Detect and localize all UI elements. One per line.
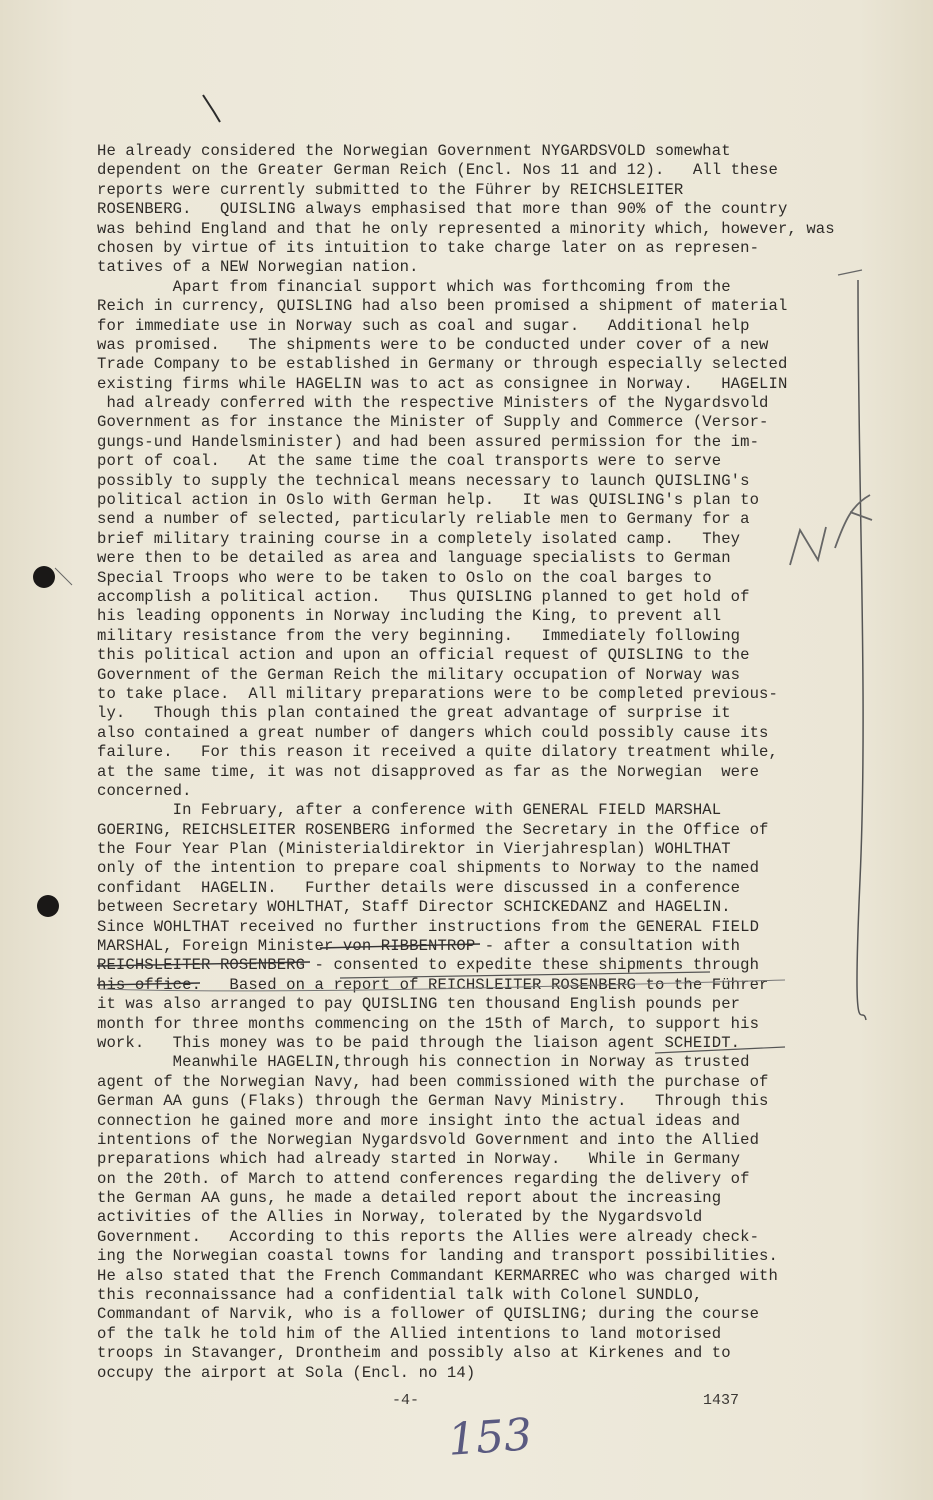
text-line: accomplish a political action. Thus QUISLING planned to get hold of bbox=[97, 587, 750, 606]
text-line: chosen by virtue of its intuition to take charge later on as represen- bbox=[97, 238, 760, 257]
text-line: was promised. The shipments were to be conducted under cover of a new bbox=[97, 335, 769, 354]
text-line: tatives of a NEW Norwegian nation. bbox=[97, 258, 419, 277]
text-line: existing firms while HAGELIN was to act as consignee in Norway. HAGELIN bbox=[97, 374, 788, 393]
hole-smudge bbox=[55, 568, 72, 585]
text-line: Government of the German Reich the military occupation of Norway was bbox=[97, 665, 741, 684]
page-number: -4- bbox=[392, 1392, 420, 1409]
text-line: political action in Oslo with German help. It was QUISLING's plan to bbox=[97, 491, 760, 510]
text-line: He already considered the Norwegian Government NYGARDSVOLD somewhat bbox=[97, 142, 731, 160]
text-line: GOERING, REICHSLEITER ROSENBERG informed the Secretary in the Office of bbox=[97, 820, 769, 839]
handwritten-number: 153 bbox=[446, 1409, 534, 1466]
text-line: Reich in currency, QUISLING had also been promised a shipment of material bbox=[97, 297, 788, 316]
document-body bbox=[97, 142, 857, 1383]
text-line: gungs-und Handelsminister) and had been assured permission for the im- bbox=[97, 432, 760, 451]
text-line: ly. Though this plan contained the great advantage of surprise it bbox=[97, 704, 731, 723]
text-line: the German AA guns, he made a detailed report about the increasing bbox=[97, 1189, 722, 1208]
text-line: confidant HAGELIN. Further details were discussed in a conference bbox=[97, 878, 741, 897]
text-line: month for three months commencing on the 15th of March, to support his bbox=[97, 1014, 760, 1033]
text-line: MARSHAL, Foreign Minister von RIBBENTROP - after a consultation with bbox=[97, 937, 741, 956]
text-line: were then to be detailed as area and language specialists to German bbox=[97, 549, 731, 568]
text-line: his office. Based on a report of REICHSLEITER ROSENBERG to the Führer bbox=[97, 975, 769, 994]
text-line: it was also arranged to pay QUISLING ten thousand English pounds per bbox=[97, 995, 741, 1014]
text-line: possibly to supply the technical means necessary to launch QUISLING's bbox=[97, 471, 750, 490]
margin-bracket-line bbox=[857, 280, 866, 1020]
text-line: activities of the Allies in Norway, tolerated by the Nygardsvold bbox=[97, 1208, 703, 1227]
text-line: this political action and upon an official request of QUISLING to the bbox=[97, 646, 750, 665]
text-line: at the same time, it was not disapproved as far as the Norwegian were bbox=[97, 762, 760, 781]
text-line: on the 20th. of March to attend conferences regarding the delivery of bbox=[97, 1169, 750, 1188]
text-line: Government as for instance the Minister of Supply and Commerce (Versor- bbox=[97, 413, 769, 432]
text-line: REICHSLEITER ROSENBERG - consented to expedite these shipments through bbox=[97, 956, 760, 975]
text-line: also contained a great number of dangers which could possibly cause its bbox=[97, 723, 769, 742]
text-line: send a number of selected, particularly reliable men to Germany for a bbox=[97, 510, 750, 529]
text-line: agent of the Norwegian Navy, had been commissioned with the purchase of bbox=[97, 1072, 769, 1091]
text-line: port of coal. At the same time the coal transports were to serve bbox=[97, 452, 722, 471]
text-line: his leading opponents in Norway including the King, to prevent all bbox=[97, 607, 722, 626]
text-line: concerned. bbox=[97, 781, 192, 800]
text-line: the Four Year Plan (Ministerialdirektor in Vierjahresplan) WOHLTHAT bbox=[97, 840, 731, 859]
text-line: between Secretary WOHLTHAT, Staff Director SCHICKEDANZ and HAGELIN. bbox=[97, 898, 731, 917]
text-line: intentions of the Norwegian Nygardsvold Government and into the Allied bbox=[97, 1130, 760, 1149]
text-line: to take place. All military preparations were to be completed previous- bbox=[97, 684, 778, 703]
document-number: 1437 bbox=[703, 1392, 740, 1409]
text-line: preparations which had already started in Norway. While in Germany bbox=[97, 1150, 741, 1169]
text-line: only of the intention to prepare coal shipments to Norway to the named bbox=[97, 859, 760, 878]
text-line: connection he gained more and more insight into the actual ideas and bbox=[97, 1111, 741, 1130]
text-line: this reconnaissance had a confidential talk with Colonel SUNDLO, bbox=[97, 1286, 703, 1305]
text-line: Trade Company to be established in Germany or through especially selected bbox=[97, 355, 788, 374]
text-line: had already conferred with the respective Ministers of the Nygardsvold bbox=[97, 394, 769, 413]
text-line: brief military training course in a completely isolated camp. They bbox=[97, 529, 741, 548]
text-line: dependent on the Greater German Reich (Encl. Nos 11 and 12). All these bbox=[97, 161, 778, 180]
text-line: German AA guns (Flaks) through the German Navy Ministry. Through this bbox=[97, 1092, 769, 1111]
text-line: ROSENBERG. QUISLING always emphasised that more than 90% of the country bbox=[97, 200, 788, 219]
text-line: Commandant of Narvik, who is a follower of QUISLING; during the course bbox=[97, 1305, 760, 1324]
text-line: military resistance from the very beginning. Immediately following bbox=[97, 626, 741, 645]
punch-hole-bottom bbox=[37, 895, 59, 917]
text-line: troops in Stavanger, Drontheim and possibly also at Kirkenes and to bbox=[97, 1344, 731, 1363]
text-line: Since WOHLTHAT received no further instructions from the GENERAL FIELD bbox=[97, 917, 760, 936]
text-line: reports were currently submitted to the Führer by REICHSLEITER bbox=[97, 180, 684, 199]
pencil-tick-mark bbox=[203, 95, 220, 122]
text-line: ing the Norwegian coastal towns for landing and transport possibilities. bbox=[97, 1247, 778, 1266]
text-line: work. This money was to be paid through the liaison agent SCHEIDT. bbox=[97, 1033, 741, 1052]
text-line: Apart from financial support which was forthcoming from the bbox=[97, 277, 731, 296]
text-line: of the talk he told him of the Allied intentions to land motorised bbox=[97, 1324, 722, 1343]
text-line: Special Troops who were to be taken to Oslo on the coal barges to bbox=[97, 568, 712, 587]
text-line: occupy the airport at Sola (Encl. no 14) bbox=[97, 1363, 476, 1382]
text-line: He also stated that the French Commandant KERMARREC who was charged with bbox=[97, 1266, 778, 1285]
text-line: was behind England and that he only represented a minority which, however, was bbox=[97, 219, 835, 238]
text-line: for immediate use in Norway such as coal and sugar. Additional help bbox=[97, 316, 750, 335]
text-line: In February, after a conference with GENERAL FIELD MARSHAL bbox=[97, 801, 722, 820]
text-line: Government. According to this reports the Allies were already check- bbox=[97, 1227, 760, 1246]
punch-hole-top bbox=[33, 566, 55, 588]
text-line: Meanwhile HAGELIN,through his connection in Norway as trusted bbox=[97, 1053, 750, 1072]
text-line: failure. For this reason it received a quite dilatory treatment while, bbox=[97, 743, 778, 762]
